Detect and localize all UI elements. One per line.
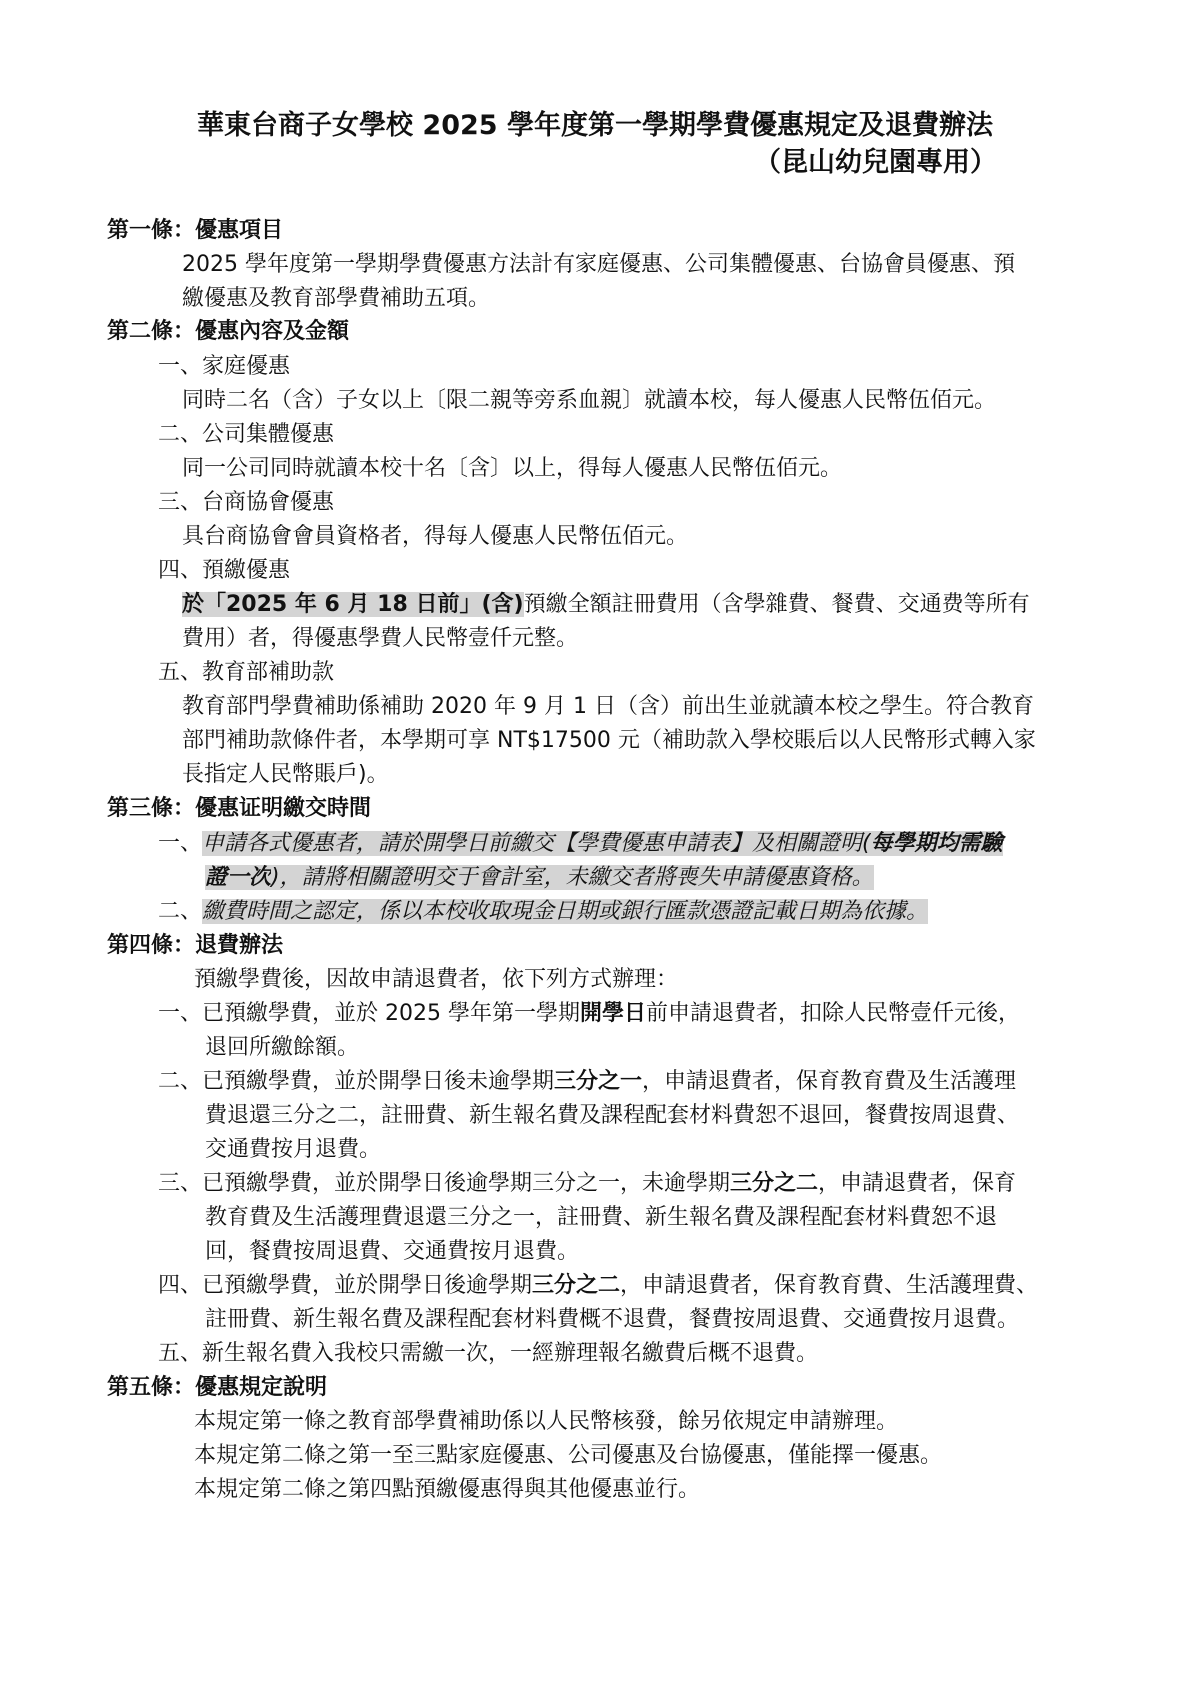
article-3-item-2-text: 繳費時間之認定，係以本校收取現金日期或銀行匯款憑證記載日期為依據。: [202, 899, 929, 924]
article-2-item-5-line-1: 教育部門學費補助係補助 2020 年 9 月 1 日（含）前出生並就讀本校之學生。符合教育: [182, 694, 1034, 719]
article-2-item-4-text-1: 預繳全額註冊費用（含學雜費、餐費、交通费等所有: [523, 592, 1030, 617]
article-4-item-3-text-a: 三、已預繳學費，並於開學日後逾學期三分之一，未逾學期: [158, 1171, 731, 1196]
article-4-item-3-text-b: 三分之二: [730, 1171, 819, 1196]
article-1-text-line-2: 繳優惠及教育部學費補助五項。: [182, 286, 491, 311]
article-1-text-line-1: 2025 學年度第一學期學費優惠方法計有家庭優惠、公司集體優惠、台協會員優惠、預: [182, 252, 1015, 277]
article-3-heading: 第三條：優惠证明繳交時間: [107, 796, 372, 821]
article-4-item-1-line-1: [158, 998, 1020, 1030]
document-subtitle: （昆山幼兒園專用）: [754, 147, 997, 178]
article-2-item-4-title: 四、預繳優惠: [158, 558, 291, 583]
article-4-item-2-line-3: 交通費按月退費。: [205, 1137, 382, 1162]
article-4-item-2-text-b: 三分之一: [554, 1069, 643, 1094]
article-1-heading: 第一條：優惠項目: [107, 218, 284, 243]
article-2-item-4-line-1: [182, 589, 1030, 621]
article-5-line-3: 本規定第二條之第四點預繳優惠得與其他優惠並行。: [194, 1477, 701, 1502]
article-2-item-5-title: 五、教育部補助款: [158, 660, 335, 685]
article-3-item-1-text-c: 證一次: [205, 865, 272, 890]
article-4-item-2-text-a: 二、已預繳學費，並於開學日後未逾學期: [158, 1069, 555, 1094]
article-5-heading: 第五條：優惠規定說明: [107, 1375, 328, 1400]
article-4-item-1-text-b: 開學日: [579, 1001, 646, 1026]
article-3-item-2: [158, 896, 928, 928]
article-3-item-1-text-b: 每學期均需驗: [870, 831, 1003, 856]
article-3-item-1-text-d: )，請將相關證明交于會計室，未繳交者將喪失申請優惠資格。: [271, 865, 874, 890]
article-2-item-5-line-2: 部門補助款條件者，本學期可享 NT$17500 元（補助款入學校賬后以人民幣形式轉入家: [182, 728, 1036, 753]
article-4-item-5: 五、新生報名費入我校只需繳一次，一經辦理報名繳費后概不退費。: [158, 1341, 819, 1366]
article-4-item-1-text-a: 一、已預繳學費，並於 2025 學年第一學期: [158, 1001, 580, 1026]
article-3-item-1-text-a: 申請各式優惠者，請於開學日前繳交【學費優惠申請表】及相關證明(: [202, 831, 871, 856]
article-4-item-3-text-c: ，申請退費者，保育: [818, 1171, 1017, 1196]
document-title: 華東台商子女學校 2025 學年度第一學期學費優惠規定及退費辦法: [197, 110, 993, 141]
article-2-item-1-title: 一、家庭優惠: [158, 354, 291, 379]
article-4-item-4-text-a: 四、已預繳學費，並於開學日後逾學期: [158, 1273, 533, 1298]
article-4-intro: 預繳學費後，因故申請退費者，依下列方式辦理：: [194, 967, 679, 992]
article-4-item-3-line-1: [158, 1168, 1016, 1200]
article-4-item-2-line-1: [158, 1066, 1016, 1098]
article-4-item-3-line-2: 教育費及生活護理費退還三分之一，註冊費、新生報名費及課程配套材料費恕不退: [205, 1205, 998, 1230]
article-4-item-3-line-3: 回，餐費按周退費、交通費按月退費。: [205, 1239, 580, 1264]
article-2-item-3-text: 具台商協會會員資格者，得每人優惠人民幣伍佰元。: [182, 524, 689, 549]
article-2-item-4-line-2: 費用）者，得優惠學費人民幣壹仟元整。: [182, 626, 579, 651]
article-2-item-3-title: 三、台商協會優惠: [158, 490, 335, 515]
article-2-item-2-text: 同一公司同時就讀本校十名〔含〕以上，得每人優惠人民幣伍佰元。: [182, 456, 843, 481]
prepay-deadline-highlight: 於「2025 年 6 月 18 日前」(含): [182, 592, 524, 617]
article-2-item-5-line-3: 長指定人民幣賬戶)。: [182, 762, 389, 787]
article-4-item-2-line-2: 費退還三分之二，註冊費、新生報名費及課程配套材料費恕不退回，餐費按周退費、: [205, 1103, 1020, 1128]
article-2-item-1-text: 同時二名（含）子女以上〔限二親等旁系血親〕就讀本校，每人優惠人民幣伍佰元。: [182, 388, 997, 413]
article-3-item-1-line-2: [205, 862, 874, 894]
article-4-item-4-line-1: [158, 1270, 1038, 1302]
article-4-item-2-text-c: ，申請退費者，保育教育費及生活護理: [642, 1069, 1017, 1094]
article-4-item-4-text-c: ，申請退費者，保育教育費、生活護理費、: [620, 1273, 1039, 1298]
article-4-item-4-line-2: 註冊費、新生報名費及課程配套材料費概不退費，餐費按周退費、交通費按月退費。: [205, 1307, 1020, 1332]
article-5-line-2: 本規定第二條之第一至三點家庭優惠、公司優惠及台協優惠，僅能擇一優惠。: [194, 1443, 943, 1468]
article-3-item-2-number: 二、: [158, 899, 203, 924]
article-4-heading: 第四條：退費辦法: [107, 933, 284, 958]
article-4-item-1-text-c: 前申請退費者，扣除人民幣壹仟元後，: [646, 1001, 1021, 1026]
article-3-item-1-number: 一、: [158, 831, 203, 856]
article-4-item-1-line-2: 退回所繳餘額。: [205, 1035, 360, 1060]
article-2-heading: 第二條：優惠內容及金額: [107, 319, 350, 344]
article-2-item-2-title: 二、公司集體優惠: [158, 422, 335, 447]
article-5-line-1: 本規定第一條之教育部學費補助係以人民幣核發，餘另依規定申請辦理。: [194, 1409, 899, 1434]
article-4-item-4-text-b: 三分之二: [532, 1273, 621, 1298]
article-3-item-1-line-1: [158, 828, 1003, 860]
